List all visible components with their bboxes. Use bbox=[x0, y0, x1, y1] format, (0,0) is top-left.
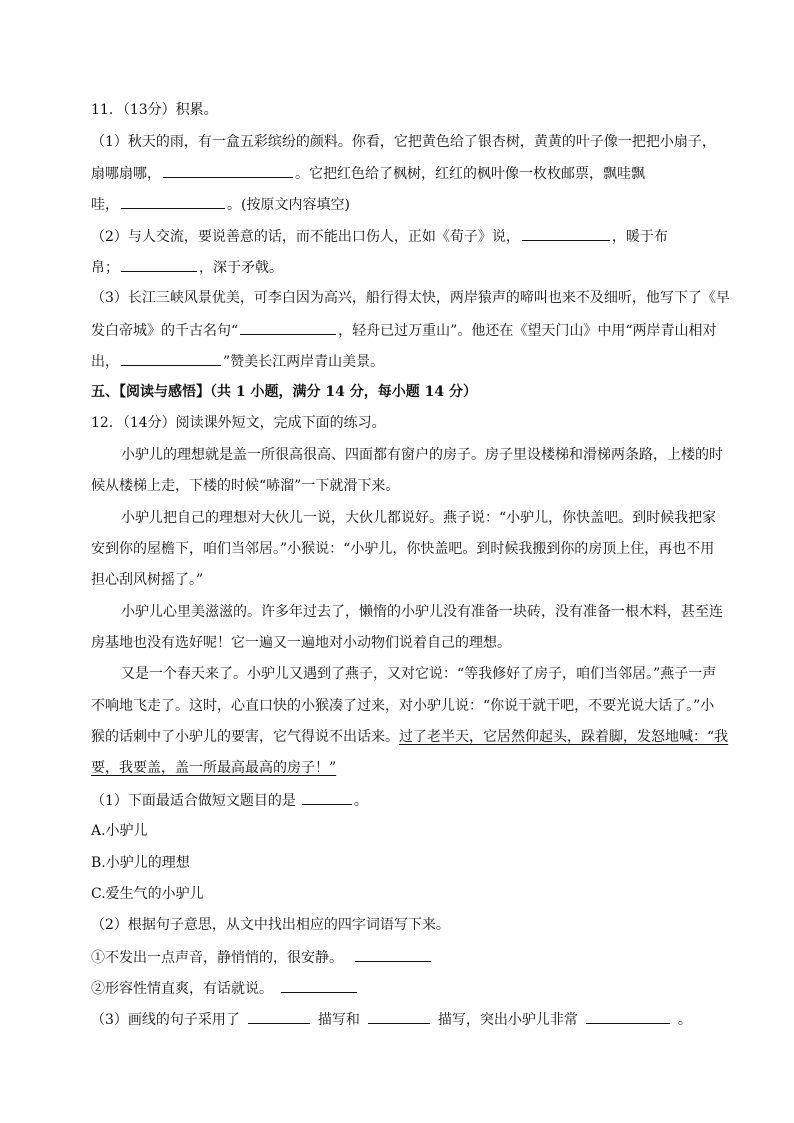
option-b: B.小驴儿的理想 bbox=[91, 855, 190, 871]
answer-blank[interactable] bbox=[355, 947, 431, 962]
q11-part3-text: ”赞美长江两岸青山美景。 bbox=[223, 354, 385, 370]
q11-part1-line1: （1）秋天的雨，有一盒五彩缤纷的颜料。你看，它把黄色给了银杏树，黄黄的叶子像一把把小扇子， bbox=[91, 134, 716, 150]
q11-part1-text: 扇哪扇哪， bbox=[91, 166, 161, 182]
underlined-sentence: 过了老半天，它居然仰起头，跺着脚，发怒地喊：“我 bbox=[399, 729, 729, 745]
q11-part1-text: 哇， bbox=[91, 197, 119, 213]
sub-question-1 bbox=[91, 790, 368, 811]
q11-part1-text: 。它把红色给了枫树，红红的枫叶像一枚枚邮票，飘哇飘 bbox=[295, 166, 645, 182]
q11-part2-text: ，深于矛戟。 bbox=[199, 260, 283, 276]
underlined-sentence: 要，我要盖，盖一所最高最高的房子！” bbox=[91, 760, 337, 776]
sub-question-2-item2 bbox=[91, 978, 359, 999]
q11-part3-line2 bbox=[91, 320, 717, 341]
passage-line: 小驴儿的理想就是盖一所很高很高、四面都有窗户的房子。房子里设楼梯和滑梯两条路，上楼的时 bbox=[121, 447, 723, 463]
passage-line: 又是一个春天来了。小驴儿又遇到了燕子，又对它说：“等我修好了房子，咱们当邻居。”燕子一声 bbox=[121, 666, 717, 682]
option-a: A.小驴儿 bbox=[91, 823, 148, 839]
sub-question-3 bbox=[91, 1009, 692, 1030]
sub-question-2: （2）根据句子意思，从文中找出相应的四字词语写下来。 bbox=[91, 917, 450, 933]
q11-part2-text: 帛； bbox=[91, 260, 119, 276]
option-c: C.爱生气的小驴儿 bbox=[91, 886, 204, 902]
answer-blank[interactable] bbox=[281, 978, 357, 993]
q11-part2-line2 bbox=[91, 257, 283, 278]
q11-part1-text: 。(按原文内容填空) bbox=[227, 197, 350, 213]
answer-blank[interactable] bbox=[586, 1009, 670, 1024]
q11-part3-text: 发白帝城》的千古名句“ bbox=[91, 323, 239, 339]
answer-blank[interactable] bbox=[368, 1009, 430, 1024]
sub-question-text: ②形容性情直爽，有话就说。 bbox=[91, 981, 273, 997]
passage-text: 猴的话刺中了小驴儿的要害，它气得说不出话来。 bbox=[91, 729, 399, 745]
answer-blank[interactable] bbox=[121, 194, 225, 209]
answer-blank[interactable] bbox=[248, 1009, 310, 1024]
answer-blank[interactable] bbox=[522, 226, 610, 241]
sub-question-text: 。 bbox=[677, 1012, 692, 1028]
passage-line: 不响地飞走了。这时，心直口快的小猴凑了过来，对小驴儿说：“你说干就干吧，不要光说大话了。”小 bbox=[91, 698, 715, 714]
sub-question-2-item1 bbox=[91, 947, 433, 968]
q11-title: 11．（13分）积累。 bbox=[91, 102, 218, 118]
passage-line: 候从楼梯上走，下楼的时候“哧溜”一下就滑下来。 bbox=[91, 478, 400, 494]
q11-part1-line2 bbox=[91, 163, 645, 184]
sub-question-text: （3）画线的句子采用了 bbox=[91, 1012, 240, 1028]
q12-title: 12．（14分）阅读课外短文，完成下面的练习。 bbox=[91, 415, 386, 431]
sub-question-text: 描写，突出小驴儿非常 bbox=[437, 1012, 578, 1028]
answer-blank[interactable] bbox=[121, 351, 221, 366]
passage-line bbox=[91, 727, 728, 747]
passage-line: 担心刮风树摇了。” bbox=[91, 572, 204, 588]
answer-blank[interactable] bbox=[121, 257, 197, 272]
section-heading: 五、【阅读与感悟】（共 1 小题，满分 14 分，每小题 14 分） bbox=[91, 384, 477, 400]
passage-line: 小驴儿心里美滋滋的。许多年过去了，懒惰的小驴儿没有准备一块砖，没有准备一根木料，甚至连 bbox=[121, 604, 723, 620]
sub-question-text: 。 bbox=[353, 793, 368, 809]
sub-question-text: （1）下面最适合做短文题目的是 bbox=[91, 793, 296, 809]
q11-part3-text: 出， bbox=[91, 354, 119, 370]
q11-part3-text: ，轻舟已过万重山”。他还在《望天门山》中用“两岸青山相对 bbox=[338, 323, 717, 339]
passage-line: 房基地也没有选好呢！它一遍又一遍地对小动物们说着自己的理想。 bbox=[91, 635, 511, 651]
q11-part2-text: （2）与人交流，要说善意的话，而不能出口伤人，正如《荀子》说， bbox=[91, 229, 520, 245]
q11-part2-line1 bbox=[91, 226, 668, 247]
answer-blank[interactable] bbox=[163, 163, 293, 178]
sub-question-text: ①不发出一点声音，静悄悄的，很安静。 bbox=[91, 950, 343, 966]
q11-part2-text: ，暖于布 bbox=[611, 229, 668, 245]
q11-part1-line3 bbox=[91, 194, 350, 215]
q11-part3-line1: （3）长江三峡风景优美，可李白因为高兴，船行得太快，两岸猿声的啼叫也来不及细听，他写下了《早 bbox=[91, 290, 730, 306]
answer-blank[interactable] bbox=[302, 790, 352, 805]
answer-blank[interactable] bbox=[240, 320, 336, 335]
sub-question-text: 描写和 bbox=[317, 1012, 360, 1028]
passage-line: 安到你的屋檐下，咱们当邻居。”小猴说：“小驴儿，你快盖吧。到时候我搬到你的房顶上住，再也不用 bbox=[91, 541, 715, 557]
q11-part3-line3 bbox=[91, 351, 384, 372]
passage-line: 小驴儿把自己的理想对大伙儿一说，大伙儿都说好。燕子说：“小驴儿，你快盖吧。到时候我把家 bbox=[121, 510, 717, 526]
